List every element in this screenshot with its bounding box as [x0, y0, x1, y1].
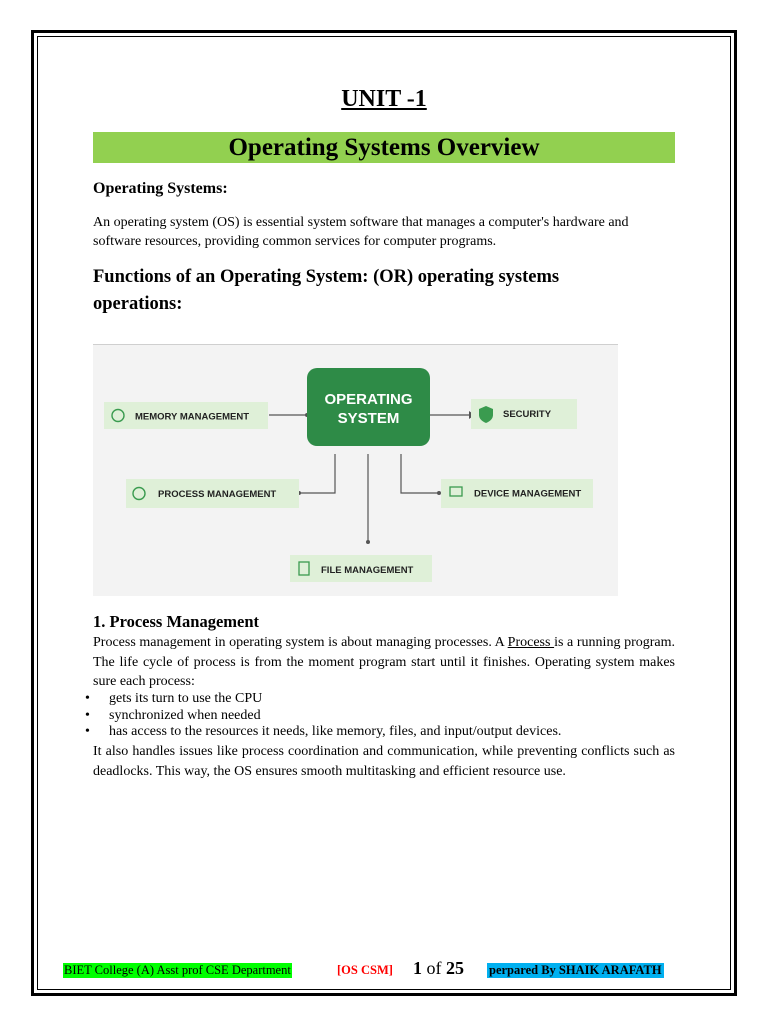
memory-label: MEMORY MANAGEMENT [135, 411, 249, 423]
dot-file [366, 540, 370, 544]
footer-page-number [413, 958, 464, 979]
memory-box [104, 402, 268, 429]
unit-title-wrap [0, 86, 768, 113]
list-item: • gets its turn to use the CPU [93, 691, 683, 708]
footer-course: [OS CSM] [337, 963, 393, 977]
os-heading: Operating Systems: [93, 180, 228, 197]
process-box [126, 479, 299, 508]
footer-page-total: 25 [446, 958, 464, 978]
security-box [471, 399, 577, 429]
list-item: • has access to the resources it needs, like memory, files, and input/output devices. [93, 724, 683, 741]
os-functions-diagram [93, 344, 618, 596]
pm-para2-a: It also handles issues like process coordination and communication, while preventing conflicts such as [93, 744, 675, 759]
process-label: PROCESS MANAGEMENT [158, 489, 277, 500]
deadlocks-link[interactable]: deadlocks [93, 763, 149, 779]
process-management-para1 [93, 633, 675, 692]
pm-para2-b: . This way, the OS ensures smooth multitasking and efficient resource use. [148, 763, 566, 779]
file-box [290, 555, 432, 582]
os-center-line1: OPERATING [324, 391, 413, 408]
os-center-line2: SYSTEM [337, 410, 400, 427]
footer-page-current: 1 [413, 958, 422, 978]
footer-college: BIET College (A) Asst prof CSE Department [64, 963, 291, 977]
security-label: SECURITY [503, 409, 552, 420]
device-label: DEVICE MANAGEMENT [474, 488, 582, 500]
unit-title: UNIT -1 [341, 86, 427, 112]
footer-page-of: of [422, 958, 446, 978]
footer-author: perpared By SHAIK ARAFATH [489, 963, 662, 977]
dot-device [437, 491, 441, 495]
process-bullets [93, 691, 683, 741]
banner-title: Operating Systems Overview [93, 132, 675, 163]
process-management-para2 [93, 742, 675, 781]
device-box [441, 479, 593, 508]
functions-heading: Functions of an Operating System: (OR) operating systems operations: [93, 267, 560, 314]
file-label: FILE MANAGEMENT [321, 565, 414, 576]
os-intro-text: An operating system (OS) is essential system software that manages a computer's hardware and software resources, providing common services for computer programs. [93, 215, 629, 249]
pm-para1-a: Process management in operating system is about managing processes. A [93, 635, 508, 650]
list-item: • synchronized when needed [93, 708, 683, 725]
process-management-heading: 1. Process Management [93, 612, 260, 631]
process-link[interactable]: Process [507, 635, 555, 650]
pm-para1-b: is a running program. The life cycle of process is from the moment program start until it finishes. Operating system makes sure each process: [93, 635, 676, 689]
